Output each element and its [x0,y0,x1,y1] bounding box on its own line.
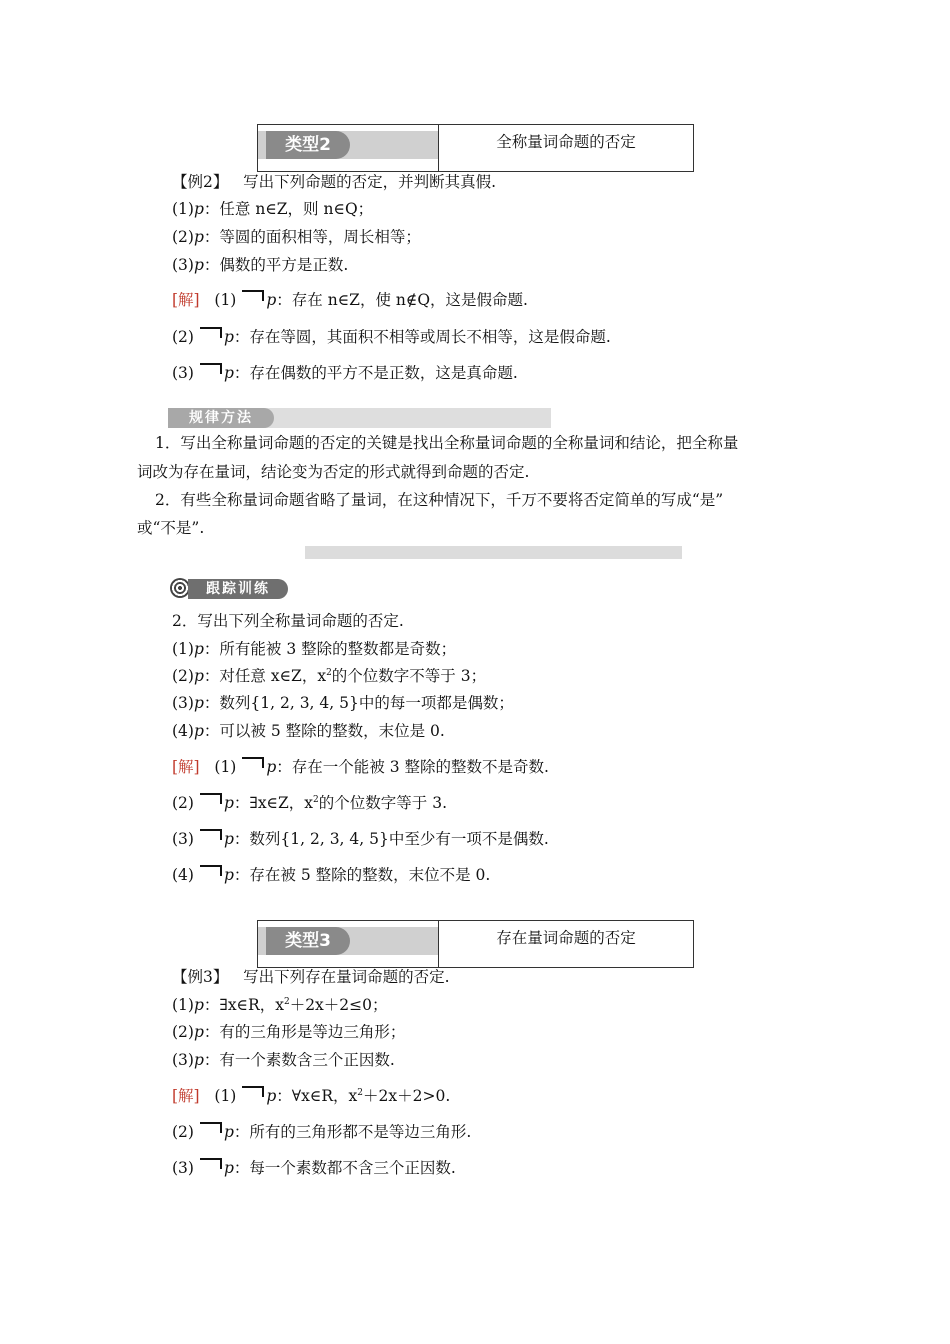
solution-var: p [223,1159,234,1177]
example-item [172,199,373,219]
item-var: p [193,256,204,274]
solution-label: [解] [172,1087,200,1105]
training-prompt: 2．写出下列全称量词命题的否定. [172,612,404,630]
training-item [172,693,514,713]
training-item [172,721,445,741]
item-text: ：等圆的面积相等，周长相等； [203,228,421,246]
item-text: ：对任意 x∈Z，x [203,667,327,685]
solution-num: (4) [172,866,194,884]
item-var: p [193,667,204,685]
solution-label: [解] [172,291,200,309]
negation-symbol [200,1158,222,1169]
solution-num: (2) [172,794,194,812]
training-tag: 跟踪训练 [188,579,288,599]
item-num: (2) [172,667,194,685]
example-item [172,227,421,247]
example-item [172,255,348,275]
item-text: ：有一个素数含三个正因数. [203,1051,395,1069]
negation-symbol [200,829,222,840]
solution-text: ：数列{1, 2, 3, 4, 5}中至少有一项不是偶数. [233,830,549,848]
section-header-left [258,125,438,171]
negation-symbol [200,363,222,374]
method-line: 2．有些全称量词命题省略了量词，在这种情况下，千万不要将否定简单的写成“是” [155,491,724,509]
item-num: (4) [172,722,194,740]
solution-text: ：每一个素数都不含三个正因数. [233,1159,456,1177]
divider-bar [305,546,682,559]
superscript: 2 [357,1088,364,1098]
solution-line [172,865,490,885]
solution-num: (1) [214,758,237,776]
section-header-type3 [257,920,694,968]
method-line: 词改为存在量词，结论变为否定的形式就得到命题的否定. [137,463,530,481]
solution-var: p [266,1087,277,1105]
item-text: ＋2x＋2≤0； [289,996,388,1014]
solution-var: p [223,328,234,346]
solution-line [172,829,549,849]
superscript: 2 [283,997,290,1007]
item-var: p [193,694,204,712]
item-num: (1) [172,200,194,218]
negation-symbol [200,1122,222,1133]
item-var: p [193,640,204,658]
item-num: (1) [172,996,194,1014]
solution-line [172,1086,450,1106]
method-line: 1．写出全称量词命题的否定的关键是找出全称量词命题的全称量词和结论，把全称量 [155,434,739,452]
item-num: (3) [172,256,194,274]
negation-symbol [200,865,222,876]
item-text: ：任意 n∈Z，则 n∈Q； [203,200,374,218]
example-label: 【例2】 [172,173,229,191]
solution-text: 的个位数字等于 3. [318,794,447,812]
item-var: p [193,996,204,1014]
solution-text: ：存在等圆，其面积不相等或周长不相等，这是假命题. [233,328,611,346]
solution-var: p [223,794,234,812]
solution-num: (2) [172,328,194,346]
solution-text: ：存在 n∈Z，使 n∉Q，这是假命题. [276,291,528,309]
solution-num: (3) [172,830,194,848]
example-prompt [172,967,450,987]
negation-symbol [242,290,264,301]
solution-line [172,327,611,347]
superscript: 2 [313,795,319,805]
solution-var: p [223,364,234,382]
solution-text: ：∀x∈R，x [276,1087,358,1105]
training-item [172,639,456,659]
example-item [172,1050,395,1070]
item-text: ：偶数的平方是正数. [203,256,349,274]
negation-symbol [200,793,222,804]
solution-line [172,1122,471,1142]
solution-text: ＋2x＋2>0. [363,1087,451,1105]
solution-line [172,363,518,383]
solution-text: ：所有的三角形都不是等边三角形. [233,1123,472,1141]
solution-line [172,757,549,777]
item-var: p [193,722,204,740]
item-text: 的个位数字不等于 3； [331,667,487,685]
solution-var: p [266,758,277,776]
solution-line [172,793,447,813]
solution-line [172,290,528,310]
negation-symbol [242,757,264,768]
example-prompt [172,172,496,192]
solution-num: (1) [214,1087,237,1105]
item-text: ：可以被 5 整除的整数，末位是 0. [203,722,445,740]
target-icon [170,578,190,598]
item-var: p [193,228,204,246]
solution-text: ：存在偶数的平方不是正数，这是真命题. [233,364,518,382]
item-var: p [193,1023,204,1041]
section-tag: 类型3 [266,927,350,955]
section-title: 全称量词命题的否定 [438,125,693,171]
example-prompt-text: 写出下列存在量词命题的否定. [243,968,450,986]
solution-num: (2) [172,1123,194,1141]
item-num: (2) [172,1023,194,1041]
item-var: p [193,200,204,218]
method-bar [168,408,551,428]
method-line: 或“不是”. [137,519,205,537]
solution-text: ：存在被 5 整除的整数，末位不是 0. [233,866,491,884]
section-header-left [258,921,438,967]
section-header-type2 [257,124,694,172]
item-text: ：有的三角形是等边三角形； [203,1023,406,1041]
solution-text: ：∃x∈Z，x [233,794,314,812]
example-item [172,995,388,1015]
solution-num: (1) [214,291,237,309]
item-text: ：∃x∈R，x [203,996,284,1014]
example-prompt-text: 写出下列命题的否定，并判断其真假. [243,173,497,191]
item-text: ：所有能被 3 整除的整数都是奇数； [203,640,457,658]
negation-symbol [242,1086,264,1097]
section-tag: 类型2 [266,131,350,159]
solution-num: (3) [172,364,194,382]
solution-var: p [223,866,234,884]
solution-num: (3) [172,1159,194,1177]
solution-text: ：存在一个能被 3 整除的整数不是奇数. [276,758,549,776]
solution-var: p [223,830,234,848]
section-title: 存在量词命题的否定 [438,921,693,967]
negation-symbol [200,327,222,338]
item-num: (3) [172,1051,194,1069]
solution-line [172,1158,456,1178]
example-item [172,1022,405,1042]
item-num: (1) [172,640,194,658]
item-num: (3) [172,694,194,712]
item-var: p [193,1051,204,1069]
solution-var: p [266,291,277,309]
example-label: 【例3】 [172,968,229,986]
superscript: 2 [326,668,332,678]
training-item [172,666,486,686]
item-num: (2) [172,228,194,246]
item-text: ：数列{1, 2, 3, 4, 5}中的每一项都是偶数； [203,694,514,712]
solution-var: p [223,1123,234,1141]
solution-label: [解] [172,758,200,776]
method-tag: 规律方法 [168,408,274,428]
